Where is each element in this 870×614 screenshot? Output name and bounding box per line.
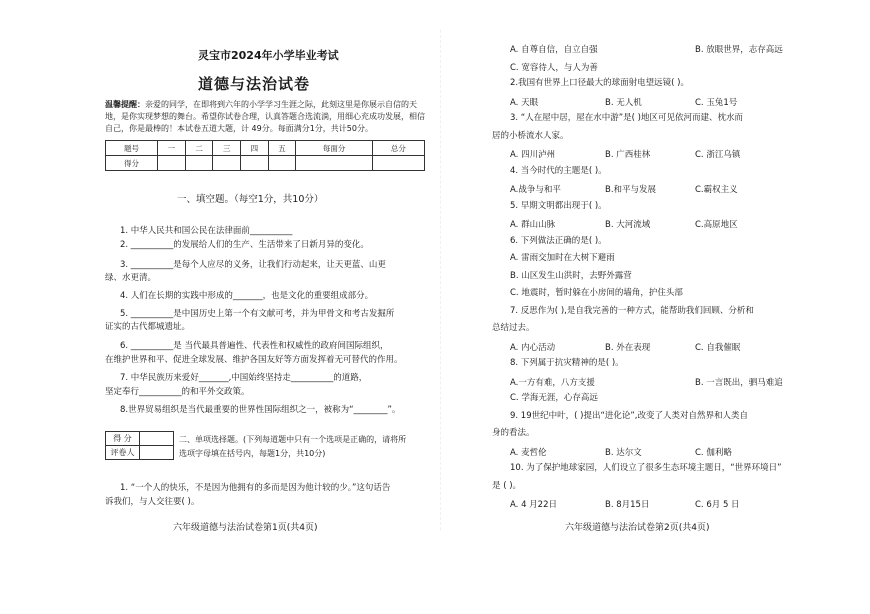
answer-option: A.一方有难，八方支援 — [510, 377, 595, 388]
page-footer: 六年级道德与法治试卷第2页(共4页) — [565, 523, 710, 533]
question-text: 9. 19世纪中叶，( )提出“进化论”,改变了人类对自然界和人类自 — [510, 410, 748, 421]
choice-question: 诉我们，与人交往要( )。 — [105, 497, 200, 507]
grader-label: 得 分 — [106, 432, 140, 446]
answer-option: C. 6月 5 日 — [695, 500, 740, 510]
answer-option: C. 地震时，暂时躲在小房间的墙角，护住头部 — [510, 288, 683, 298]
exam-title: 灵宝市2024年小学毕业考试 — [198, 49, 339, 62]
notice-label: 温馨提醒： — [105, 100, 145, 109]
answer-option: C. 学海无涯，心存高远 — [510, 393, 598, 403]
answer-option: A. 群山山脉 — [510, 220, 556, 230]
fill-question: 6. __________是 当代最具普遍性、代表性和权威性的政府间国际组织， — [120, 341, 389, 351]
grader-table — [105, 431, 174, 460]
fill-question: 5. __________是中国历史上第一个有文献可考，并为甲骨文和考古发掘所 — [120, 309, 395, 319]
score-cell[interactable] — [268, 156, 296, 171]
score-cell[interactable] — [158, 156, 186, 171]
score-table-row — [106, 156, 425, 171]
subject-title: 道德与法治试卷 — [198, 75, 311, 93]
question-text: 4. 当今时代的主题是( )。 — [510, 165, 607, 176]
fill-question: 坚定奉行__________的和平外交政策。 — [105, 387, 250, 397]
score-table — [105, 140, 425, 171]
section-1-heading: 一、填空题。（每空1分，共10分） — [177, 194, 324, 205]
score-header-cell: 一 — [158, 141, 186, 156]
notice-text: 亲爱的同学，在即将到六年的小学学习生涯之际，此刻这里是你展示自信的天地，是你实现梦想的舞台。希望你试卷合理，认真答题合选流淌，用细心充成功发展，相信自己，你是最棒的！本试卷五道大题，计 49分。每面满分1分，共计50分。 — [105, 100, 425, 133]
question-text: 总结过去。 — [492, 323, 535, 333]
question-text: 8. 下列属于抗灾精神的是( )。 — [510, 358, 624, 368]
answer-option: C. 伽利略 — [695, 447, 732, 458]
score-header-cell: 四 — [241, 141, 269, 156]
answer-option: B. 放眼世界，志存高远 — [695, 45, 783, 55]
grader-cell[interactable] — [140, 432, 174, 446]
notice — [105, 99, 425, 135]
score-table-header — [106, 141, 425, 156]
score-header-cell: 三 — [213, 141, 241, 156]
answer-option: B. 一言既出，驷马难追 — [695, 377, 783, 388]
score-header-cell: 五 — [268, 141, 296, 156]
answer-option: A.战争与和平 — [510, 185, 561, 195]
question-text: 10. 为了保护地球家园，人们设立了很多生态环境主题日，“世界环境日” — [510, 463, 782, 473]
question-text: 6. 下列做法正确的是( )。 — [510, 235, 607, 246]
fill-question: 证实的古代都城遗址。 — [105, 322, 191, 332]
answer-option: B. 外在表现 — [605, 342, 651, 353]
fill-question: 4. 人们在长期的实践中形成的_______，也是文化的重要组成部分。 — [120, 291, 374, 301]
fill-question: 7. 中华民族历来爱好_______,中国始终坚持走__________的道路， — [120, 373, 368, 383]
answer-option: A. 雷雨交加时在大树下避雨 — [510, 253, 615, 263]
question-text: 居的小桥流水人家。 — [492, 130, 569, 141]
section-2-heading: 二、单项选择题。(下列每道题中只有一个选项是正确的，请将所 — [179, 435, 407, 444]
fill-question: 1. 中华人民共和国公民在法律面前__________ — [120, 226, 293, 236]
score-cell[interactable] — [241, 156, 269, 171]
answer-option: C.霸权主义 — [695, 185, 738, 195]
fill-question: 在维护世界和平、促进全球发展、维护各国友好等方面发挥着无可替代的作用。 — [105, 355, 403, 365]
page-fold-line — [440, 30, 441, 530]
answer-option: C. 玉兔1号 — [695, 97, 738, 108]
page-2 — [480, 0, 820, 614]
answer-option: B. 山区发生山洪时，去野外露营 — [510, 270, 632, 281]
grader-cell[interactable] — [140, 446, 174, 460]
score-cell[interactable] — [296, 156, 372, 171]
answer-option: B. 无人机 — [605, 97, 642, 108]
answer-option: C. 宽容待人，与人为善 — [510, 62, 598, 73]
score-cell[interactable] — [185, 156, 213, 171]
page-footer: 六年级道德与法治试卷第1页(共4页) — [173, 523, 318, 533]
answer-option: A. 麦哲伦 — [510, 447, 547, 458]
answer-option: B. 8月15日 — [605, 500, 650, 510]
fill-question: 8.世界贸易组织是当代最重要的世界性国际组织之一，被称为“________”。 — [120, 405, 401, 415]
answer-option: A. 四川泸州 — [510, 150, 556, 160]
answer-option: A. 自尊自信，自立自强 — [510, 45, 598, 55]
section-2-note: 选项字母填在括号内，每题1分，共10分) — [179, 449, 326, 458]
fill-question: 2. __________的发展给人们的生产、生活带来了日新月异的变化。 — [120, 240, 369, 250]
score-header-cell: 二 — [185, 141, 213, 156]
fill-question: 3. __________是每个人应尽的义务，让我们行动起来，让天更蓝、山更 — [120, 260, 386, 270]
grader-label: 评卷人 — [106, 446, 140, 460]
question-text: 身的看法。 — [492, 428, 535, 438]
answer-option: C.高原地区 — [695, 220, 738, 230]
answer-option: A. 4 月22日 — [510, 500, 557, 510]
score-cell[interactable] — [213, 156, 241, 171]
answer-option: A. 内心活动 — [510, 342, 556, 353]
score-header-cell: 每面分 — [296, 141, 372, 156]
answer-option: B. 达尔文 — [605, 447, 642, 458]
answer-option: B.和平与发展 — [605, 185, 657, 195]
score-cell[interactable] — [372, 156, 424, 171]
choice-question: 1. “一个人的快乐，不是因为他拥有的多而是因为他计较的少。”这句话告 — [120, 483, 391, 493]
score-row-label: 得分 — [106, 156, 158, 171]
question-text: 2.我国有世界上口径最大的球面射电望远镜( )。 — [510, 78, 689, 88]
answer-option: A. 天眼 — [510, 97, 539, 108]
question-text: 5. 早期文明都出现于( )。 — [510, 200, 607, 211]
answer-option: C. 浙江乌镇 — [695, 150, 741, 160]
question-text: 7. 反思作为( ),是自我完善的一种方式，能帮助我们回顾、分析和 — [510, 305, 754, 316]
score-header-cell: 总分 — [372, 141, 424, 156]
answer-option: C. 自我催眠 — [695, 342, 741, 353]
answer-option: B. 大河流域 — [605, 220, 651, 230]
score-header-cell: 题号 — [106, 141, 158, 156]
question-text: 3. “人在屋中居，屋在水中游”是( )地区可见依河而建、枕水而 — [510, 113, 743, 123]
page-1 — [95, 0, 425, 614]
answer-option: B. 广西桂林 — [605, 150, 651, 160]
fill-question: 绿、水更清。 — [105, 273, 157, 283]
question-text: 是 ( )。 — [492, 480, 522, 491]
